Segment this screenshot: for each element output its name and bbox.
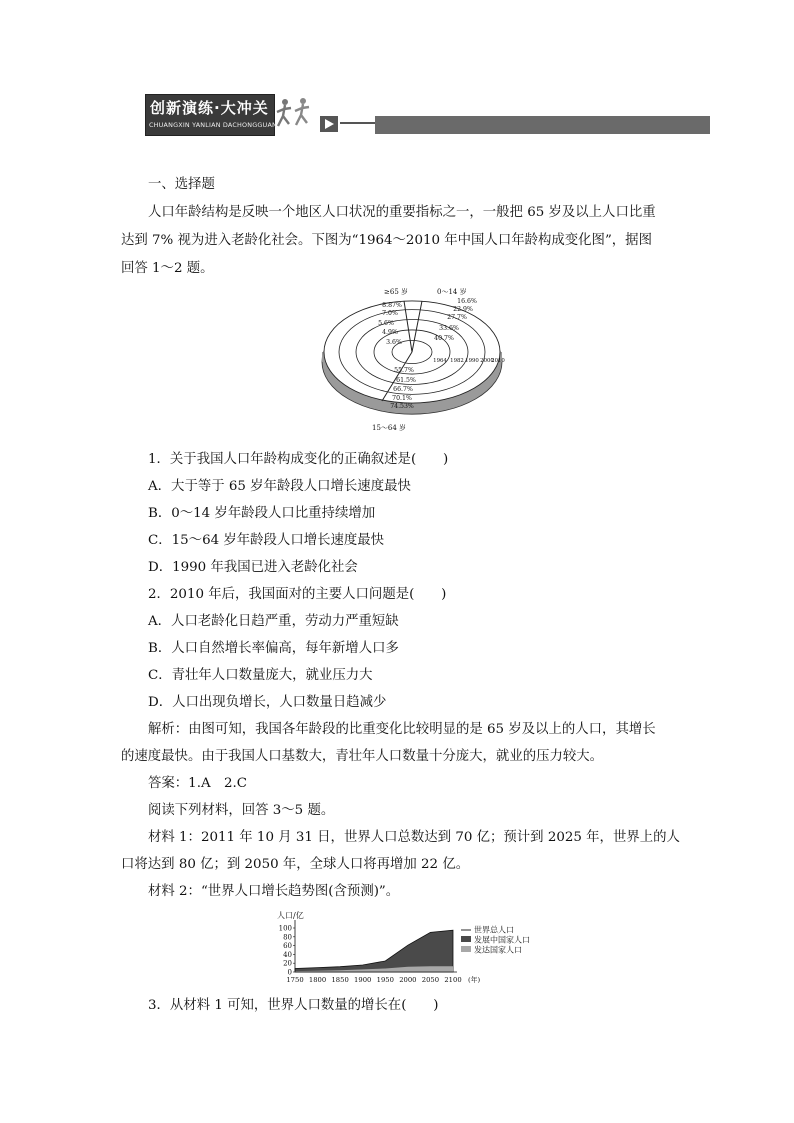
world-population-area-chart	[265, 908, 565, 990]
analysis-line-1: 解析：由图可知，我国各年龄段的比重变化比较明显的是 65 岁及以上的人口，其增长	[148, 722, 656, 737]
label-1564-1964: 55.7%	[394, 367, 414, 374]
legend-developing-swatch	[461, 936, 471, 942]
label-65-2000: 7.0%	[382, 310, 398, 317]
legend-label-2: 发达国家人口	[474, 945, 522, 955]
x-axis-label: (年)	[468, 976, 481, 984]
banner-tagline: 多练兵重实战提升综合能力 自评定找差距消除学习死角	[448, 144, 704, 156]
question-2-option-a: A．人口老龄化日趋严重，劳动力严重短缺	[148, 614, 399, 629]
question-1-option-c: C．15～64 岁年龄段人口增长速度最快	[148, 533, 385, 548]
label-1564-2000: 70.1%	[392, 395, 412, 402]
question-2-option-c: C．青壮年人口数量庞大，就业压力大	[148, 668, 373, 683]
question-3-stem: 3．从材料 1 可知，世界人口数量的增长在( )	[148, 998, 439, 1013]
material-1-line-2: 口将达到 80 亿；到 2050 年，全球人口将再增加 22 亿。	[121, 857, 470, 872]
label-014-2000: 22.9%	[453, 306, 473, 313]
label-1564-2010: 74.53%	[390, 403, 414, 410]
x-tick-label-1950: 1950	[376, 976, 394, 984]
x-tick-label-1750: 1750	[286, 976, 304, 984]
x-tick-label-2050: 2050	[421, 976, 440, 984]
y-tick-label-100: 100	[278, 924, 292, 933]
x-tick-label-1850: 1850	[331, 976, 349, 984]
x-tick-label-2000: 2000	[399, 976, 417, 984]
y-tick-label-20: 20	[283, 959, 292, 968]
intro-line-2: 达到 7% 视为进入老龄化社会。下图为“1964～2010 年中国人口年龄构成变化图”，据图	[121, 233, 652, 248]
ring-year-1964: 1964	[433, 358, 447, 364]
y-axis-label: 人口/亿	[277, 911, 304, 920]
label-65-2010: 8.87%	[382, 302, 402, 309]
legend-developed-swatch	[461, 946, 471, 952]
label-014-1982: 33.6%	[439, 325, 459, 332]
label-014-2010: 16.6%	[457, 298, 477, 305]
reading-prompt: 阅读下列材料，回答 3～5 题。	[148, 803, 335, 818]
banner-bar	[375, 116, 710, 156]
ring-year-1982: 1982	[450, 358, 464, 364]
x-tick-label-1900: 1900	[354, 976, 372, 984]
play-arrow-icon	[320, 116, 338, 132]
x-tick-label-1800: 1800	[308, 976, 327, 984]
banner-divider	[340, 122, 380, 124]
banner-logo	[145, 94, 275, 136]
question-1-option-d: D．1990 年我国已进入老龄化社会	[148, 560, 358, 575]
intro-line-1: 人口年龄结构是反映一个地区人口状况的重要指标之一，一般把 65 岁及以上人口比重	[148, 205, 656, 220]
question-1-stem: 1．关于我国人口年龄构成变化的正确叙述是( )	[148, 452, 449, 467]
group-label-014: 0～14 岁	[437, 288, 467, 296]
label-014-1964: 40.7%	[434, 335, 454, 342]
x-tick-label-2100: 2100	[444, 976, 462, 984]
question-2-option-d: D．人口出现负增长，人口数量日趋减少	[148, 695, 387, 710]
legend-label-1: 发展中国家人口	[474, 935, 530, 945]
area-developing	[295, 930, 453, 972]
label-65-1990: 5.6%	[378, 320, 394, 327]
section-title: 一、选择题	[148, 177, 215, 192]
ring-year-2000: 2000	[480, 358, 494, 364]
y-tick-label-40: 40	[283, 950, 292, 959]
material-1-line-1: 材料 1：2011 年 10 月 31 日，世界人口总数达到 70 亿；预计到 2025 年，世界上的人	[148, 830, 680, 845]
age-structure-ring-chart	[312, 284, 512, 434]
label-1564-1990: 66.7%	[393, 386, 413, 393]
ring-year-1990: 1990	[465, 358, 479, 364]
label-65-1964: 3.6%	[386, 339, 402, 346]
analysis-line-2: 的速度最快。由于我国人口基数大，青壮年人口数量十分庞大，就业的压力较大。	[121, 749, 604, 764]
question-2-option-b: B．人口自然增长率偏高，每年新增人口多	[148, 641, 399, 656]
label-014-1990: 27.7%	[447, 314, 467, 321]
runners-icon	[275, 96, 315, 132]
banner-title: 创新演练·大冲关	[150, 99, 269, 117]
material-2: 材料 2：“世界人口增长趋势图(含预测)”。	[148, 884, 400, 899]
label-1564-1982: 61.5%	[396, 377, 416, 384]
group-label-65: ≥65 岁	[384, 288, 408, 296]
y-tick-label-80: 80	[283, 933, 292, 942]
ring-year-2010: 2010	[491, 358, 505, 364]
y-tick-label-0: 0	[287, 968, 292, 977]
banner-subtitle: CHUANGXIN YANLIAN DACHONGGUAN	[149, 121, 277, 129]
question-1-option-b: B．0～14 岁年龄段人口比重持续增加	[148, 506, 376, 521]
answer: 答案：1.A 2.C	[148, 776, 248, 791]
intro-line-3: 回答 1～2 题。	[121, 261, 214, 276]
legend-label-0: 世界总人口	[474, 925, 514, 935]
question-1-option-a: A．大于等于 65 岁年龄段人口增长速度最快	[148, 479, 411, 494]
label-65-1982: 4.9%	[382, 329, 398, 336]
section-banner	[145, 92, 710, 156]
group-label-1564: 15～64 岁	[372, 424, 407, 432]
question-2-stem: 2．2010 年后，我国面对的主要人口问题是( )	[148, 587, 447, 602]
y-tick-label-60: 60	[283, 942, 292, 951]
